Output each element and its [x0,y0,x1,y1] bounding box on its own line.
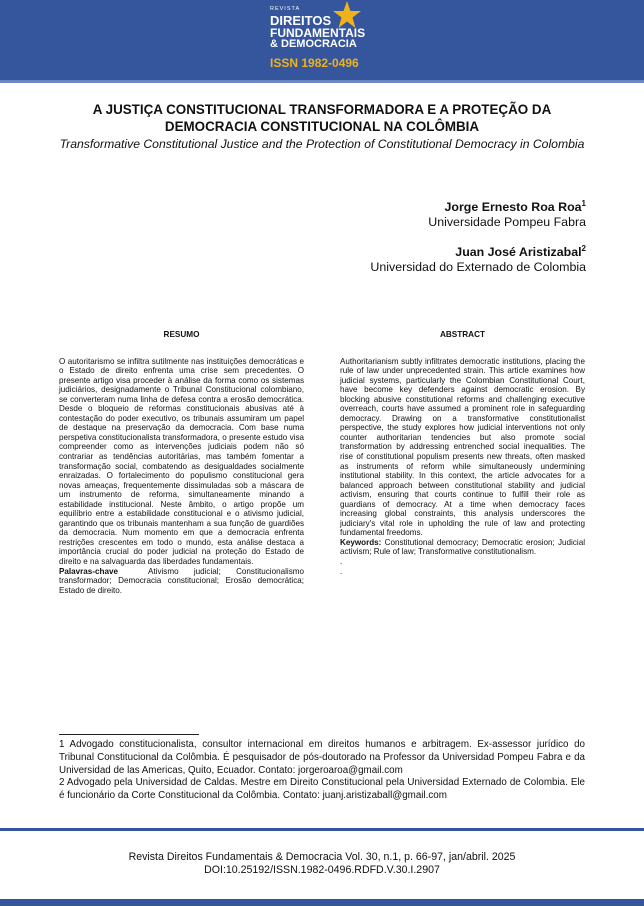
footnotes [59,739,585,803]
author-1-affiliation: Universidade Pompeu Fabra [428,215,586,230]
abstract-trailing-dot-1: . [340,557,343,567]
abstract-column [340,330,585,576]
banner-divider [0,80,644,83]
abstract-heading: ABSTRACT [439,330,486,339]
footnote-2: 2 Advogado pela Universidad de Caldas. Mestre em Direito Constitucional pela Universidad Externado de Colombia. Ele é funcionário da Corte Constitucional da Colômbia. Contato: juanj.aristizaball@gmail.com [59,777,585,802]
footnote-1: 1 Advogado constitucionalista, consultor internacional em direitos humanos e arbitragem. Ex-assessor jurídico do Tribunal Constitucional da Colômbia. É pesquisador de pós-doutorado na Professor da Universidad Pompeu Fabra e da Universidad de las Americas, Quito, Ecuador. Contato: jorgeroaroa@gmail.com [59,739,585,776]
citation-doi: DOI:10.25192/ISSN.1982-0496.RDFD.V.30.I.2907 [204,864,440,876]
logo-line-3: & DEMOCRACIA [270,38,357,50]
resumo-keywords-label: Palavras-chave [59,566,118,576]
resumo-keywords-text: Ativismo judicial; Constitucionalismo transformador; Democracia constitucional; Erosão democrática; Estado de direito. [59,566,304,595]
title-line-1: A JUSTIÇA CONSTITUCIONAL TRANSFORMADORA E A PROTEÇÃO DA [92,102,552,117]
resumo-column [59,330,304,595]
citation [0,851,644,877]
resumo-keywords [59,567,304,596]
logo-revista: REVISTA [270,6,301,12]
logo-line-1: DIREITOS [270,13,332,28]
author-1 [428,196,586,230]
abstract-keywords-text: Constitutional democracy; Democratic erosion; Judicial activism; Rule of law; Transformative constitutionalism. [340,537,585,557]
resumo-text: O autoritarismo se infiltra sutilmente nas instituições democráticas e o Estado de direito enfrenta uma crise sem precedentes. O presente artigo visa proceder à análise da forma como os sistemas judiciários, designadamente o Tribunal Constitucional colombiano, se converteram numa linha de defesa contra a erosão democrática. Desde o bloqueio de reformas constitucionais abusivas até à contestação do poder executivo, os tribunais assumiram um papel de destaque na preservação da democracia. Com base numa perspetiva constitucionalista transformadora, o presente estudo visa compreender como as intervenções judiciais podem não só contrariar as tendências autoritárias, mas também fomentar a transformação social, combatendo as desigualdades socialmente enraizadas. O fortalecimento do populismo constitucional gera novas ameaças, frequentemente dissimuladas sob a máscara de um instrumento de reforma, simultaneamente minando a estabilidade institucional. Neste âmbito, o artigo propõe um equilíbrio entre a estabilidade constitucional e o ativismo judicial, garantindo que os tribunais mantenham a sua função de guardiões da democracia. Num momento em que a democracia enfrenta restrições crescentes em todo o mundo, esta análise destaca a importância crucial do poder judicial na proteção do Estado de direito e na salvaguarda das liberdades fundamentais. [59,356,304,567]
abstract-trailing-dot-2: . [340,566,343,576]
title-line-2: DEMOCRACIA CONSTITUCIONAL NA COLÔMBIA [164,119,480,134]
author-2 [370,241,586,275]
abstract-keywords [340,538,585,557]
citation-line-1: Revista Direitos Fundamentais & Democracia Vol. 30, n.1, p. 66-97, jan/abril. 2025 [128,851,516,863]
logo-line-2: FUNDAMENTAIS [270,26,366,40]
author-2-name: Juan José Aristizabal [455,245,582,260]
article-title [40,101,604,135]
author-2-name-line [370,241,586,260]
author-2-footnote-ref: 2 [581,244,586,253]
resumo-heading: RESUMO [163,330,200,339]
footer-divider [0,828,644,831]
author-1-name-line [428,196,586,215]
journal-logo [270,4,390,76]
article-subtitle: Transformative Constitutional Justice and the Protection of Constitutional Democracy in Colombia [59,137,585,151]
author-1-footnote-ref: 1 [581,199,586,208]
abstract-text: Authoritarianism subtly infiltrates democratic institutions, placing the rule of law under unprecedented strain. This article examines how judicial systems, particularly the Colombian Constitutional Court, have become key defenders against democratic erosion. By blocking abusive constitutional reforms and challenging executive overreach, courts have assumed a prominent role in safeguarding democracy. Drawing on a transformative constitutionalist perspective, the study explores how judicial interventions not only counter authoritarian tendencies but also promote social transformation by addressing entrenched social inequalities. The rise of constitutional populism presents new threats, often masked as instruments of reform while simultaneously undermining institutional stability. In this context, the article advocates for a balanced approach between constitutional stability and judicial activism, ensuring that courts continue to fulfill their role as guardians of democracy. At a time when democracy faces increasing global constraints, this analysis underscores the judiciary's vital role in upholding the rule of law and protecting fundamental freedoms. [340,356,585,538]
footnote-separator [59,734,199,735]
abstract-keywords-label: Keywords: [340,537,382,547]
journal-banner [0,0,644,80]
author-2-affiliation: Universidad do Externado de Colombia [370,260,586,275]
logo-issn: ISSN 1982-0496 [270,56,359,70]
footer-bar [0,899,644,906]
author-1-name: Jorge Ernesto Roa Roa [444,200,582,215]
